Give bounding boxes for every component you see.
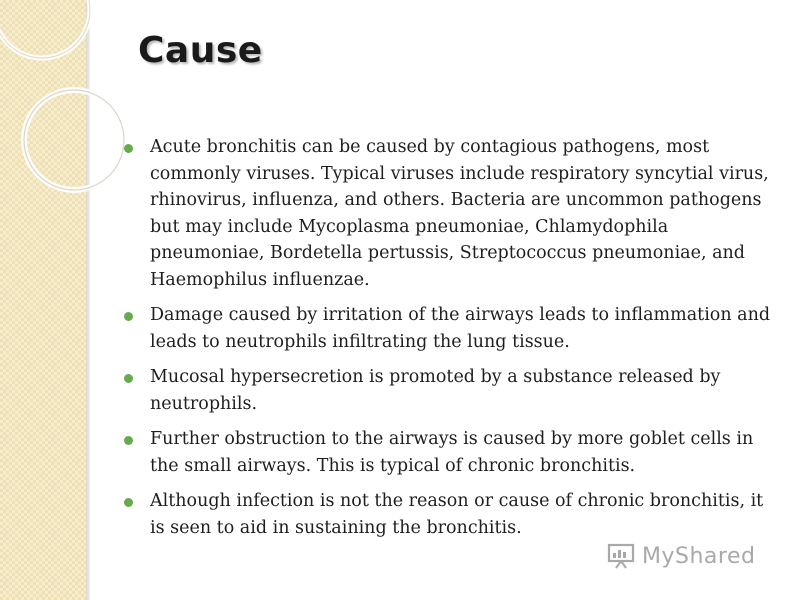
bullet-item	[124, 302, 780, 355]
bullet-item	[124, 364, 780, 417]
slide-title: Cause	[138, 30, 263, 71]
bullet-item	[124, 134, 780, 293]
bullet-text: Although infection is not the reason or cause of chronic bronchitis, it is seen to aid in sustaining the bronchitis.	[150, 491, 764, 538]
bullet-text: Mucosal hypersecretion is promoted by a substance released by neutrophils.	[150, 367, 721, 414]
bullet-dot-icon	[124, 312, 133, 321]
watermark-text: MyShared	[642, 543, 756, 569]
decorative-circles	[0, 0, 130, 260]
presentation-icon	[606, 541, 636, 571]
bullet-dot-icon	[124, 498, 133, 507]
deco-circle-top	[0, 0, 90, 58]
bullet-text: Acute bronchitis can be caused by contagious pathogens, most commonly viruses. Typical viruses include respiratory syncytial virus, rhinovirus, influenza, and others. Bacteria are uncommon pathogens but may include Mycoplasma pneumoniae, Chlamydophila pneumoniae, Bordetella pertussis, Streptococcus pneumoniae, and Haemophilus influenzae.	[150, 137, 769, 290]
bullet-list	[124, 134, 780, 550]
bullet-text: Further obstruction to the airways is caused by more goblet cells in the small airways. This is typical of chronic bronchitis.	[150, 429, 754, 476]
bullet-dot-icon	[124, 144, 133, 153]
bullet-text: Damage caused by irritation of the airways leads to inflammation and leads to neutrophils infiltrating the lung tissue.	[150, 305, 771, 352]
bullet-item	[124, 488, 780, 541]
watermark	[606, 536, 755, 576]
deco-circle-middle-outline	[24, 90, 124, 190]
bullet-dot-icon	[124, 436, 133, 445]
bullet-item	[124, 426, 780, 479]
bullet-dot-icon	[124, 374, 133, 383]
